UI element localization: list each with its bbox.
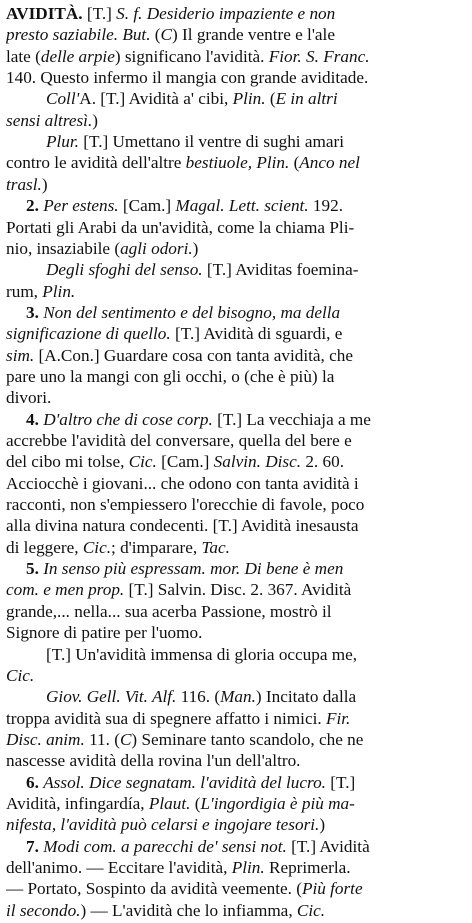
text-segment: del cibo mi tolse,: [6, 452, 129, 472]
text-segment: ): [92, 110, 98, 130]
text-segment: significazione di quello.: [6, 324, 171, 344]
text-segment: [T.] Avidità: [286, 836, 370, 856]
text-segment: contro le avidità dell'altre: [6, 153, 186, 173]
text-segment: Salvin. Disc.: [213, 452, 302, 472]
text-segment: Plin.: [42, 281, 76, 301]
text-segment: [T.] Salvin. Disc. 2. 367. Avidità: [124, 580, 352, 600]
text-segment: C: [119, 729, 132, 749]
text-segment: Giov. Gell. Vit. Alf.: [46, 687, 177, 707]
text-segment: S. f. Desiderio impaziente e non: [116, 4, 336, 23]
text-segment: (: [150, 25, 161, 45]
text-segment: ): [41, 174, 48, 194]
text-segment: [T.] La vecchiaja a me: [212, 409, 371, 429]
text-segment: nifesta, l'avidità può celarsi e ingojare tesori.: [6, 815, 320, 835]
text-segment: troppa avidità sua di spegnere affatto i nimici.: [6, 708, 326, 728]
text-segment: divori.: [6, 388, 52, 408]
text-segment: Plur.: [46, 132, 79, 152]
text-segment: [A.Con.] Guardare cosa con tanta avidità, che: [34, 345, 353, 365]
text-segment: Cic.: [128, 452, 157, 472]
text-segment: — Portato, Sospinto da avidità veemente. (: [6, 879, 302, 899]
text-segment: sim.: [6, 345, 35, 365]
text-segment: ) Incitato dalla: [255, 687, 357, 707]
text-segment: Fior. S. Franc.: [268, 46, 370, 66]
text-segment: Disc. anim.: [6, 729, 85, 749]
text-segment: Avidità, infingardía,: [6, 793, 149, 813]
text-segment: C: [160, 25, 172, 45]
text-segment: Per estens.: [43, 196, 119, 216]
text-segment: Plin.: [232, 89, 266, 109]
text-segment: [Cam.]: [118, 196, 176, 216]
text-segment: (: [265, 89, 276, 109]
text-segment: Portati gli Arabi da un'avidità, come la chiama Pli-: [6, 217, 355, 237]
text-segment: AVIDITÀ.: [6, 4, 83, 23]
text-segment: Tac.: [201, 537, 230, 557]
text-segment: 116. (: [176, 687, 221, 707]
text-segment: presto saziabile. But.: [6, 25, 151, 45]
text-segment: Man.: [220, 687, 256, 707]
text-segment: D'altro che di cose corp.: [43, 409, 213, 429]
text-segment: Fir.: [325, 708, 351, 728]
text-segment: 6.: [26, 772, 39, 792]
text-segment: (: [289, 153, 300, 173]
text-segment: delle arpie: [40, 46, 115, 66]
text-segment: [T.]: [325, 772, 356, 792]
text-segment: In senso più espressam. mor. Di bene è men: [43, 559, 344, 579]
text-segment: alla divina natura condecenti. [T.] Avidità inesausta: [6, 516, 359, 536]
text-segment: Anco nel: [299, 153, 360, 173]
text-segment: ): [319, 815, 326, 835]
text-segment: Modi com. a parecchi de' sensi not.: [43, 836, 287, 856]
text-segment: dell'animo. — Eccitare l'avidità,: [6, 858, 232, 877]
text-segment: [T.]: [82, 4, 117, 23]
text-segment: Assol. Dice segnatam. l'avidità del lucro.: [43, 772, 326, 792]
text-segment: E in altri: [275, 89, 338, 109]
text-segment: [T.] Un'avidità immensa di gloria occupa me,: [46, 644, 358, 664]
text-segment: Signore di patire per l'uomo.: [6, 623, 203, 643]
text-segment: 4.: [26, 409, 39, 429]
text-segment: 3.: [26, 302, 39, 322]
text-segment: 5.: [26, 559, 39, 579]
text-segment: nascesse avidità della rovina l'un dell'altro.: [6, 751, 301, 771]
text-segment: trasl.: [6, 174, 42, 194]
text-segment: [T.] Aviditas foemina-: [202, 260, 359, 280]
text-segment: Acciocchè i giovani... che odono con tanta avidità i: [6, 473, 359, 493]
text-segment: Cic.: [6, 665, 35, 685]
text-segment: L'ingordigia è più ma-: [200, 793, 355, 813]
text-segment: Coll': [46, 89, 80, 109]
text-segment: late (: [6, 46, 41, 66]
text-segment: [T.] Umettano il ventre di sughi amari: [78, 132, 345, 152]
text-line: [6, 899, 466, 923]
text-segment: 2.: [26, 196, 39, 216]
text-segment: (: [190, 793, 201, 813]
text-segment: Degli sfoghi del senso.: [46, 260, 203, 280]
text-segment: ) Seminare tanto scandolo, che ne: [131, 729, 364, 749]
text-segment: [T.] Avidità di sguardi, e: [170, 324, 343, 344]
text-segment: A. [T.] Avidità a' cibi,: [79, 89, 233, 109]
text-segment: ): [192, 238, 199, 258]
text-segment: com. e men prop.: [6, 580, 125, 600]
text-segment: 7.: [26, 836, 39, 856]
text-segment: 11. (: [84, 729, 120, 749]
text-segment: il secondo.: [6, 900, 81, 920]
text-segment: nio, insaziabile (: [6, 238, 121, 258]
text-segment: di leggere,: [6, 537, 83, 557]
text-segment: ; d'imparare,: [111, 537, 202, 557]
text-segment: ) — L'avidità che lo infiamma,: [80, 900, 297, 920]
text-segment: [Cam.]: [156, 452, 214, 472]
text-segment: Plin.: [231, 858, 265, 877]
text-segment: Non del sentimento e del bisogno, ma della: [43, 302, 341, 322]
text-segment: Più forte: [301, 879, 363, 899]
text-segment: Reprimerla.: [264, 858, 351, 877]
text-segment: bestiuole, Plin.: [185, 153, 290, 173]
text-segment: grande,... nella... sua acerba Passione, mostrò il: [6, 601, 332, 621]
text-segment: rum,: [6, 281, 43, 301]
text-segment: sensi altresì.: [6, 110, 93, 130]
text-segment: Cic.: [82, 537, 112, 557]
text-segment: 2. 60.: [301, 452, 344, 472]
text-segment: 192.: [308, 196, 343, 216]
text-segment: racconti, non s'empiessero l'orecchie di favole, poco: [6, 495, 365, 515]
text-segment: pare uno la mangi con gli occhi, o (che è più) la: [6, 366, 335, 386]
text-segment: agli odori.: [120, 238, 193, 258]
text-segment: Cic.: [296, 900, 326, 920]
text-segment: Plaut.: [148, 793, 191, 813]
text-segment: accrebbe l'avidità del conversare, quella del bere e: [6, 431, 352, 450]
text-segment: 140. Questo infermo il mangia con grande aviditade.: [6, 68, 369, 88]
text-segment: ) significano l'avidità.: [114, 46, 269, 66]
text-segment: Magal. Lett. scient.: [175, 196, 309, 216]
text-segment: ) Il grande ventre e l'ale: [172, 25, 335, 45]
